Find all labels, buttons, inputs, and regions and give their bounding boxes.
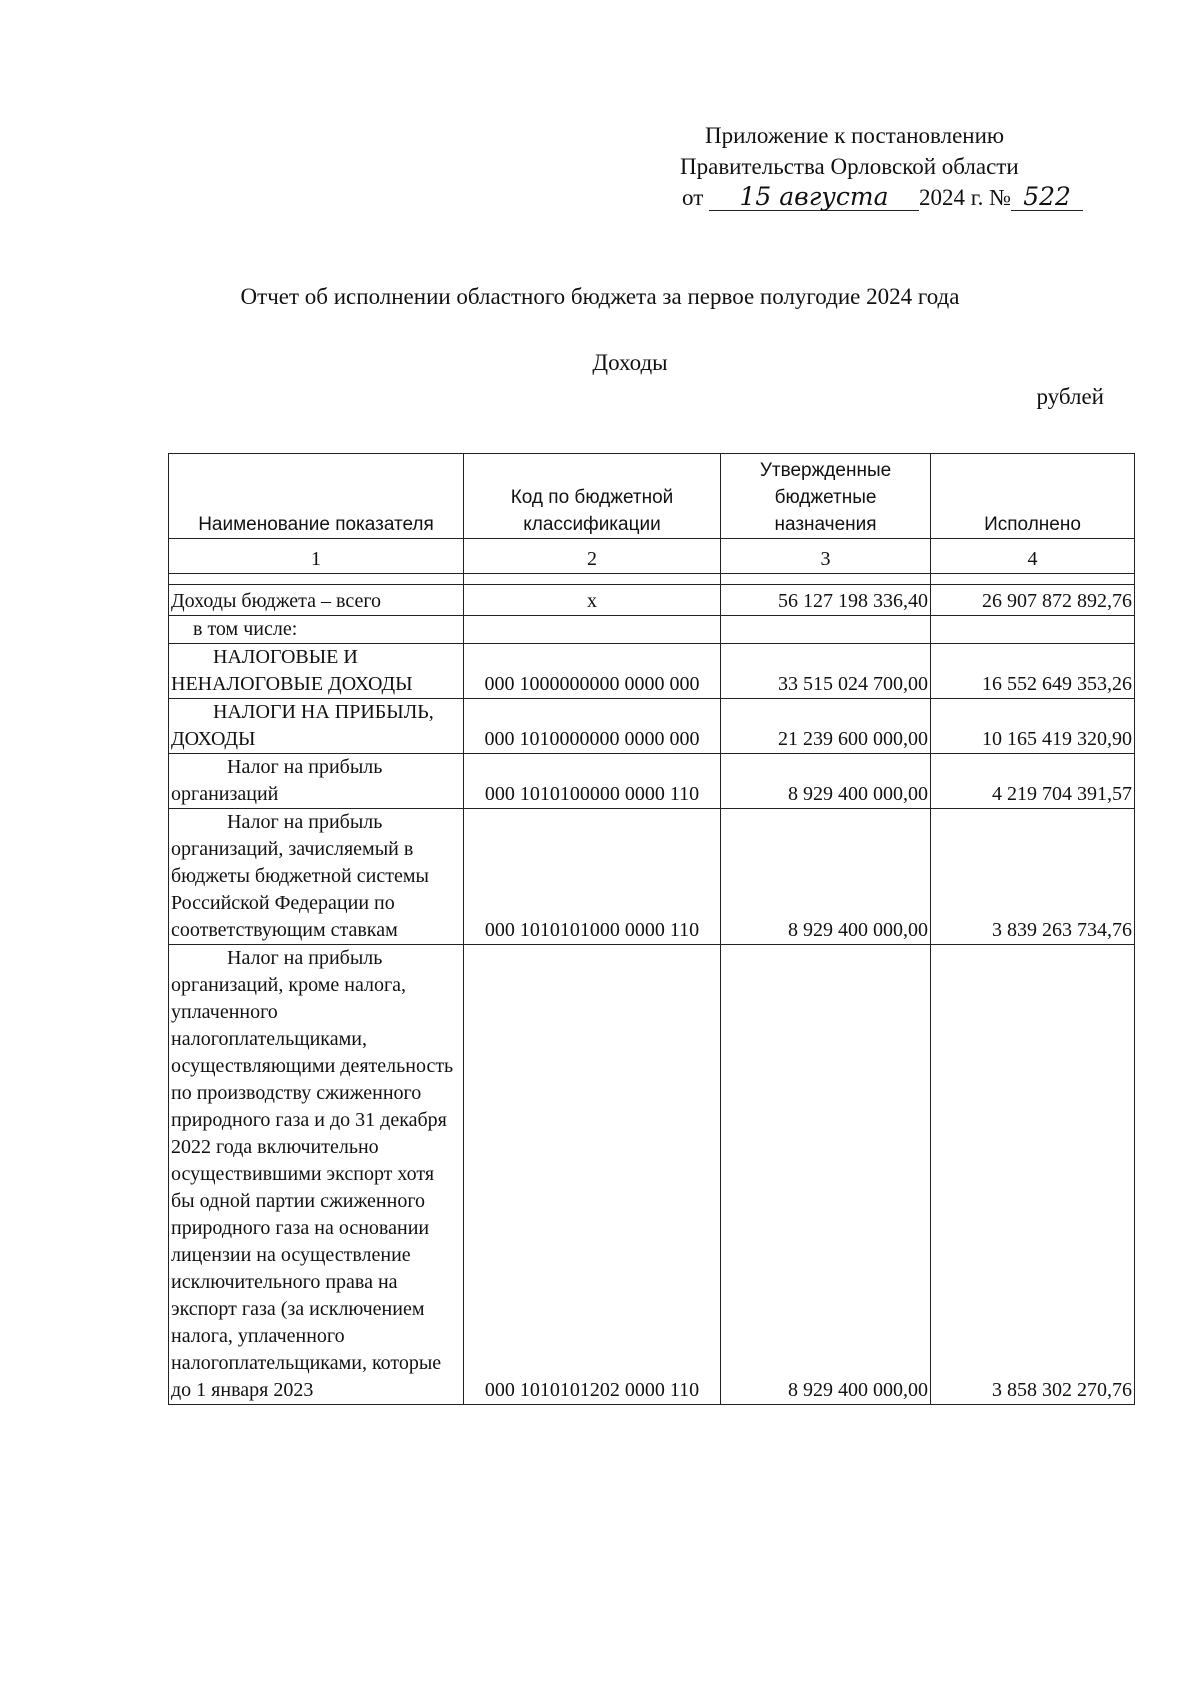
column-number: 2: [464, 539, 721, 574]
table-row: [169, 644, 1135, 699]
row-code: x: [464, 585, 721, 616]
handwritten-number: 522: [1011, 184, 1083, 211]
row-name: Налог на прибыль организаций, зачисляемый в бюджеты бюджетной системы Российской Федерации по соответствующим ставкам: [171, 811, 429, 941]
column-number: 1: [169, 539, 464, 574]
row-code: 000 1010101202 0000 110: [464, 945, 721, 1405]
column-number-row: [169, 539, 1135, 574]
row-approved: 33 515 024 700,00: [721, 644, 931, 699]
table-row: [169, 585, 1135, 616]
row-executed: 26 907 872 892,76: [931, 585, 1135, 616]
table-row: [169, 616, 1135, 644]
row-name: Налог на прибыль организаций, кроме налога, уплаченного налогоплательщиками, осуществляющими деятельность по производству сжиженного природного газа и до 31 декабря 2022 года включительно осуществившими экспорт хотя бы одной партии сжиженного природного газа на основании лицензии на осуществление исключительного права на экспорт газа (за исключением налога, уплаченного налогоплательщиками, которые до 1 января 2023: [171, 947, 454, 1401]
approval-header: [600, 120, 1120, 213]
report-title: Отчет об исполнении областного бюджета за первое полугодие 2024 года: [240, 284, 960, 309]
row-approved: 8 929 400 000,00: [721, 809, 931, 945]
row-name: Налог на прибыль организаций: [171, 756, 383, 805]
header-line-1: Приложение к постановлению: [705, 123, 1005, 148]
row-code: 000 1000000000 0000 000: [464, 644, 721, 699]
column-number: 3: [721, 539, 931, 574]
header-name: Наименование показателя: [169, 454, 464, 539]
row-executed: 16 552 649 353,26: [931, 644, 1135, 699]
row-name: НАЛОГИ НА ПРИБЫЛЬ, ДОХОДЫ: [171, 701, 434, 750]
header-line-3: [600, 182, 1120, 213]
row-approved: 56 127 198 336,40: [721, 585, 931, 616]
column-number: 4: [931, 539, 1135, 574]
row-executed: 3 858 302 270,76: [931, 945, 1135, 1405]
row-executed: [931, 616, 1135, 644]
table-row: [169, 945, 1135, 1405]
header-approved: Утвержденные бюджетные назначения: [721, 454, 931, 539]
header-line-2: Правительства Орловской области: [680, 154, 1019, 179]
row-code: 000 1010101000 0000 110: [464, 809, 721, 945]
row-approved: [721, 616, 931, 644]
header-executed: Исполнено: [931, 454, 1135, 539]
units-label: рублей: [1036, 384, 1104, 409]
table-row: [169, 699, 1135, 754]
header-code: Код по бюджетной классификации: [464, 454, 721, 539]
section-title: Доходы: [592, 350, 668, 375]
row-name: Доходы бюджета – всего: [171, 590, 382, 612]
row-executed: 10 165 419 320,90: [931, 699, 1135, 754]
row-code: 000 1010100000 0000 110: [464, 754, 721, 809]
row-approved: 8 929 400 000,00: [721, 945, 931, 1405]
handwritten-date: 15 августа: [709, 184, 919, 211]
table-row: [169, 809, 1135, 945]
row-approved: 21 239 600 000,00: [721, 699, 931, 754]
row-name: в том числе:: [193, 618, 298, 640]
table-row: [169, 754, 1135, 809]
row-code: [464, 616, 721, 644]
row-executed: 3 839 263 734,76: [931, 809, 1135, 945]
row-code: 000 1010000000 0000 000: [464, 699, 721, 754]
income-table: [168, 453, 1135, 1405]
row-executed: 4 219 704 391,57: [931, 754, 1135, 809]
row-name: НАЛОГОВЫЕ И НЕНАЛОГОВЫЕ ДОХОДЫ: [171, 646, 413, 695]
year-suffix: 2024 г. №: [919, 185, 1012, 210]
row-approved: 8 929 400 000,00: [721, 754, 931, 809]
from-prefix: от: [682, 185, 704, 210]
table-header-row: [169, 454, 1135, 539]
